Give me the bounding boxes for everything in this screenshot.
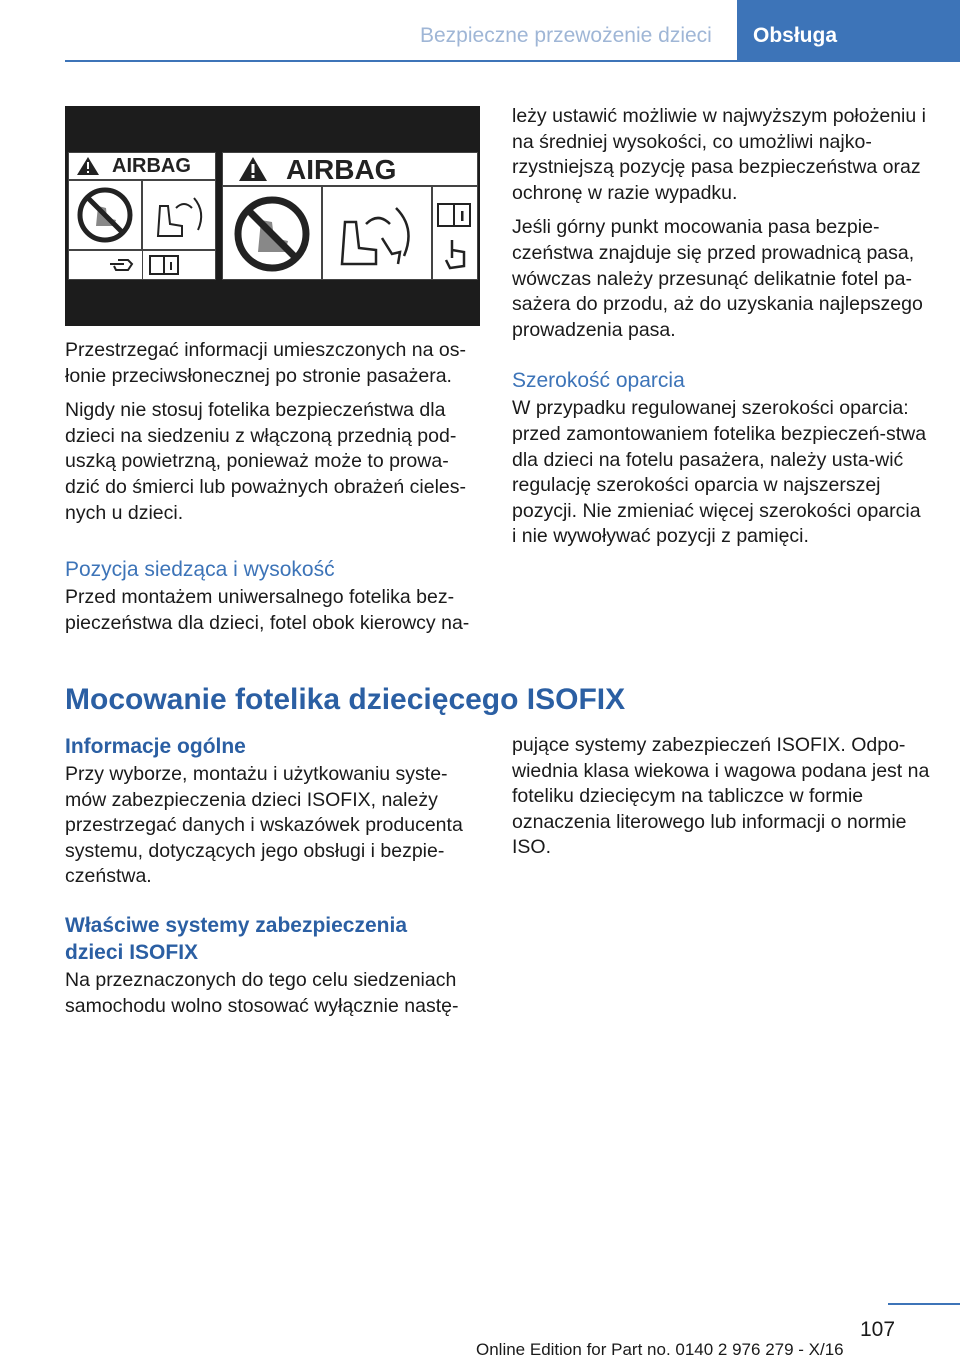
seat-position-text: Przed montażem uniwersalnego fotelika bez‐pieczeństwa dla dzieci, fotel obok kierowcy na‐ bbox=[65, 586, 470, 634]
seat-position-continued-text: leży ustawić możliwie w najwyższym położeniu i na średniej wysokości, co umożliwi najko‐rzystniejszą pozycję pasa bezpieczeństwa oraz ochronę w razie wypadku. bbox=[512, 105, 926, 204]
airbag-seat-icon bbox=[148, 186, 210, 244]
left-column bbox=[65, 338, 483, 645]
airbag-seat-icon bbox=[328, 194, 426, 274]
warning-triangle-icon bbox=[76, 156, 100, 176]
isofix-systems-continued-text: pujące systemy zabezpieczeń ISOFIX. Odpo‐wiednia klasa wiekowa i wagowa podana jest na foteliku dziecięcym na tabliczce w formie oznaczenia literowego lub informacji o normie ISO. bbox=[512, 734, 930, 859]
header-chapter-tab[interactable]: Obsługa bbox=[737, 0, 960, 60]
isofix-systems-text: Na przeznaczonych do tego celu siedzeniach samochodu wolno stosować wyłącznie nastę‐ bbox=[65, 968, 459, 1017]
airbag-label-small-title: AIRBAG bbox=[112, 155, 191, 177]
page-number: 107 bbox=[860, 1318, 896, 1341]
airbag-label-small bbox=[68, 152, 216, 280]
airbag-label-large-title: AIRBAG bbox=[286, 154, 397, 185]
isofix-systems-heading: Właściwe systemy zabezpieczenia dzieci ISOFIX bbox=[65, 913, 407, 964]
no-child-seat-icon bbox=[76, 186, 134, 244]
right-column bbox=[512, 104, 930, 559]
header-rule bbox=[65, 60, 960, 62]
pointing-hand-icon bbox=[108, 256, 134, 274]
manual-book-icon bbox=[148, 254, 182, 276]
airbag-label-large bbox=[222, 152, 478, 280]
isofix-left-column bbox=[65, 733, 483, 1028]
pointing-hand-icon bbox=[442, 236, 468, 272]
backrest-width-text: W przypadku regulowanej szerokości oparcia: przed zamontowaniem fotelika bezpieczeń‐stwa dla dzieci na fotelu pasażera, należy usta‐wić regulację szerokości oparcia w najszerszej pozycji. Nie zmieniać więcej szerokości oparcia i nie wywoływać pozycji z pamięci. bbox=[512, 397, 927, 548]
page-header bbox=[0, 0, 960, 62]
header-section-title: Bezpieczne przewożenie dzieci bbox=[420, 24, 712, 47]
edition-info: Online Edition for Part no. 0140 2 976 279 - X/16 bbox=[476, 1340, 844, 1359]
warning-triangle-icon bbox=[238, 156, 268, 182]
airbag-warning-text: Nigdy nie stosuj fotelika bezpieczeństwa dla dzieci na siedzeniu z włączoną przednią pod‐uszką powietrzną, ponieważ może to prowa‐dzić do śmierci lub poważnych obrażeń cieles‐nych u dzieci. bbox=[65, 399, 467, 524]
general-info-heading: Informacje ogólne bbox=[65, 735, 246, 758]
isofix-section-title: Mocowanie fotelika dziecięcego ISOFIX bbox=[65, 683, 626, 716]
isofix-right-column bbox=[512, 733, 930, 870]
airbag-warning-figure bbox=[65, 106, 480, 326]
belt-anchor-text: Jeśli górny punkt mocowania pasa bezpie‐czeństwa znajduje się przed prowadnicą pasa, wówczas należy przesunąć delikatnie fotel pa‐sażera do przodu, aż do uzyskania najlepszego prowadzenia pasa. bbox=[512, 216, 923, 341]
seat-position-heading: Pozycja siedząca i wysokość bbox=[65, 558, 335, 582]
no-child-seat-icon bbox=[232, 194, 312, 274]
footer-rule bbox=[888, 1303, 960, 1305]
backrest-width-heading: Szerokość oparcia bbox=[512, 369, 685, 393]
manual-book-icon bbox=[436, 202, 474, 228]
sunvisor-info-text: Przestrzegać informacji umieszczonych na os‐łonie przeciwsłonecznej po stronie pasażera. bbox=[65, 339, 466, 387]
general-info-text: Przy wyborze, montażu i użytkowaniu syste‐mów zabezpieczenia dzieci ISOFIX, należy przestrzegać danych i wskazówek producenta systemu, dotyczących jego obsługi i bezpie‐czeństwa. bbox=[65, 763, 463, 888]
